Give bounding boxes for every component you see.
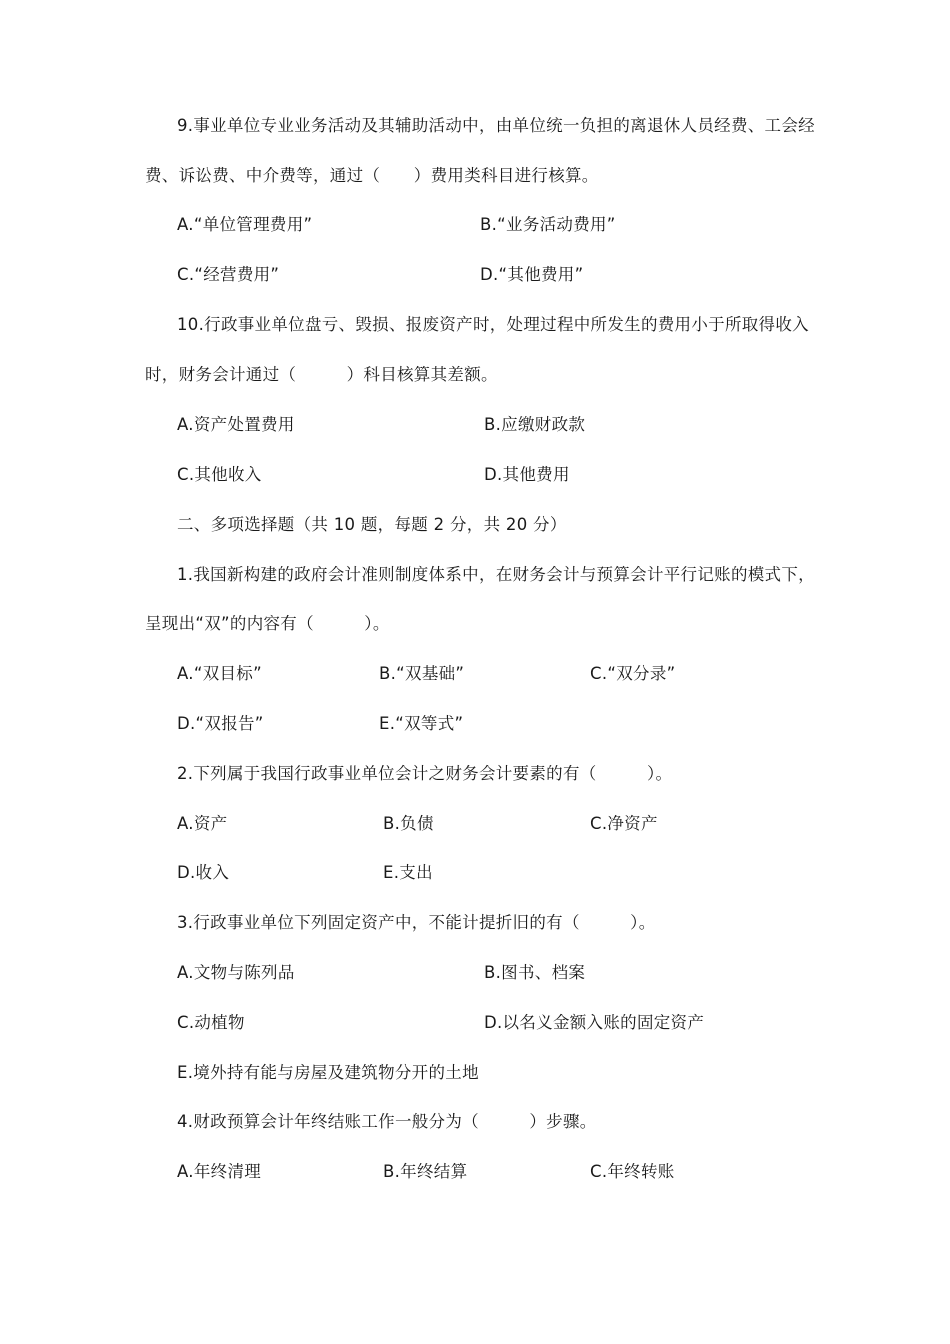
multi-question-1-text: 1.我国新构建的政府会计准则制度体系中，在财务会计与预算会计平行记账的模式下， xyxy=(177,565,815,584)
multi-question-3-option-e: E.境外持有能与房屋及建筑物分开的土地 xyxy=(177,1063,479,1082)
multi-question-1-option-c: C.“双分录” xyxy=(590,664,676,683)
question-9-option-c: C.“经营费用” xyxy=(177,265,280,284)
multi-question-2-option-b: B.负债 xyxy=(383,814,434,833)
multi-question-2-option-d: D.收入 xyxy=(177,863,230,882)
multi-question-3-option-a: A.文物与陈列品 xyxy=(177,963,295,982)
question-10-text-cont: 时，财务会计通过（ ）科目核算其差额。 xyxy=(145,365,498,384)
multi-question-3-text: 3.行政事业单位下列固定资产中，不能计提折旧的有（ ）。 xyxy=(177,913,656,932)
multi-question-3-option-b: B.图书、档案 xyxy=(484,963,586,982)
multi-question-1-option-e: E.“双等式” xyxy=(379,714,464,733)
question-9-option-a: A.“单位管理费用” xyxy=(177,215,313,234)
multi-question-1-option-d: D.“双报告” xyxy=(177,714,264,733)
multi-question-1-option-a: A.“双目标” xyxy=(177,664,262,683)
question-9-text: 9.事业单位专业业务活动及其辅助活动中，由单位统一负担的离退休人员经费、工会经 xyxy=(177,116,815,135)
question-9-option-d: D.“其他费用” xyxy=(480,265,584,284)
question-10-option-a: A.资产处置费用 xyxy=(177,415,295,434)
question-10-option-c: C.其他收入 xyxy=(177,465,262,484)
question-10-option-b: B.应缴财政款 xyxy=(484,415,586,434)
multi-question-4-option-b: B.年终结算 xyxy=(383,1162,468,1181)
question-9-text-cont: 费、诉讼费、中介费等，通过（ ）费用类科目进行核算。 xyxy=(145,166,599,185)
multi-question-3-option-d: D.以名义金额入账的固定资产 xyxy=(484,1013,705,1032)
multi-question-4-option-c: C.年终转账 xyxy=(590,1162,675,1181)
multi-question-2-option-e: E.支出 xyxy=(383,863,433,882)
multi-question-3-option-c: C.动植物 xyxy=(177,1013,245,1032)
section-heading: 二、多项选择题（共 10 题，每题 2 分，共 20 分） xyxy=(177,515,567,534)
multi-question-1-option-b: B.“双基础” xyxy=(379,664,465,683)
multi-question-2-option-c: C.净资产 xyxy=(590,814,658,833)
question-9-option-b: B.“业务活动费用” xyxy=(480,215,616,234)
multi-question-2-text: 2.下列属于我国行政事业单位会计之财务会计要素的有（ ）。 xyxy=(177,764,673,783)
multi-question-1-text-cont: 呈现出“双”的内容有（ ）。 xyxy=(145,614,390,633)
multi-question-2-option-a: A.资产 xyxy=(177,814,228,833)
multi-question-4-text: 4.财政预算会计年终结账工作一般分为（ ）步骤。 xyxy=(177,1112,597,1131)
multi-question-4-option-a: A.年终清理 xyxy=(177,1162,262,1181)
question-10-option-d: D.其他费用 xyxy=(484,465,570,484)
question-10-text: 10.行政事业单位盘亏、毁损、报废资产时，处理过程中所发生的费用小于所取得收入 xyxy=(177,315,809,334)
